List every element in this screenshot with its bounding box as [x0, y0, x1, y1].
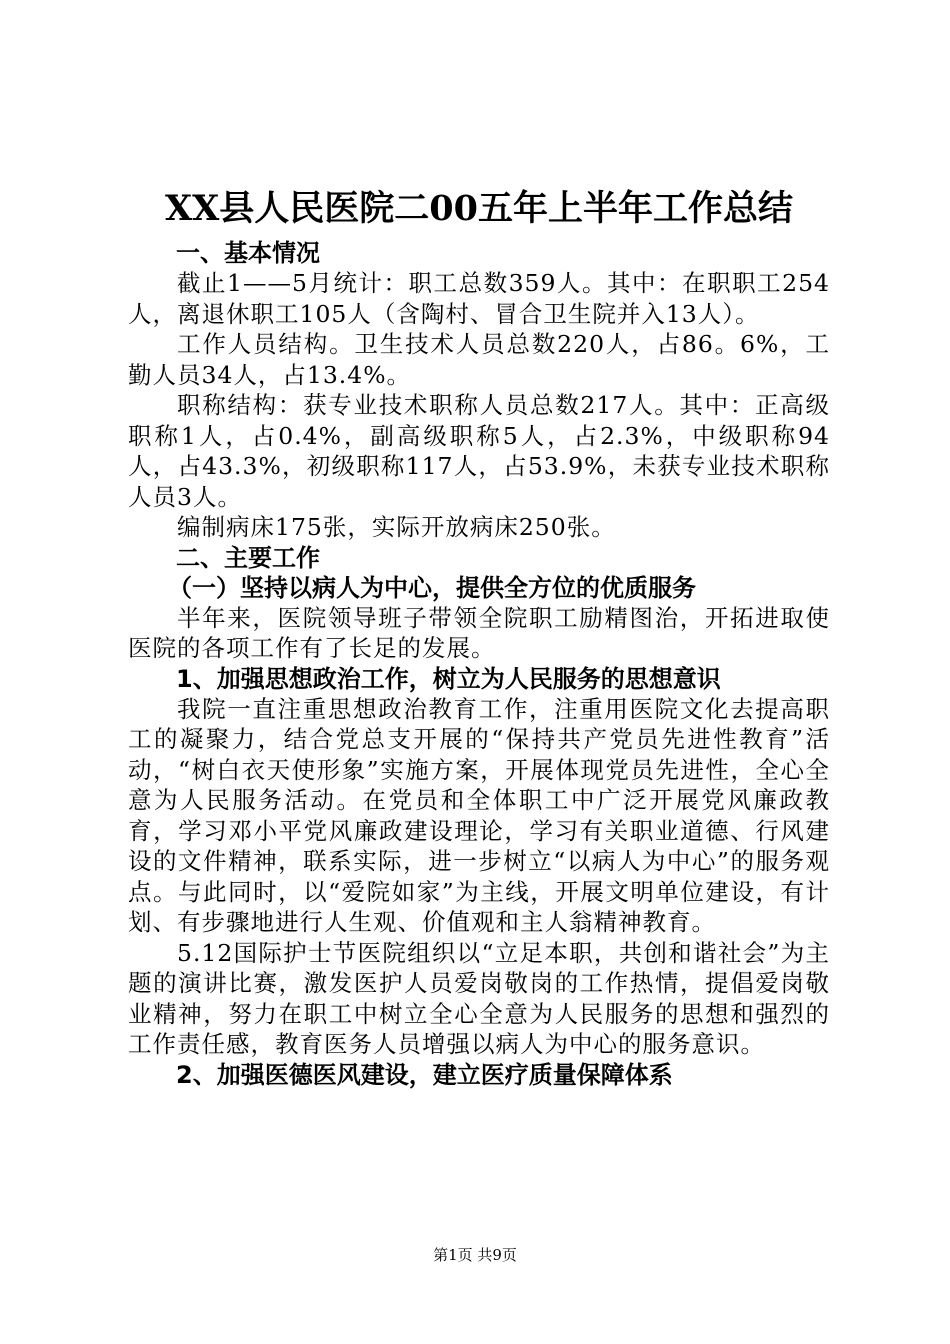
item-heading-medical-ethics: 2、加强医德医风建设，建立医疗质量保障体系 — [176, 1060, 673, 1089]
document-title: XX县人民医院二00五年上半年工作总结 — [164, 188, 794, 229]
item-heading-political-work: 1、加强思想政治工作，树立为人民服务的思想意识 — [176, 664, 721, 693]
document-page — [128, 180, 830, 1090]
paragraph-staff-count: 截止1——5月统计：职工总数359人。其中：在职职工254人，离退休职工105人（含陶村、冒合卫生院并入13人）。 — [128, 269, 830, 328]
subsection-heading-patient-centered: （一）坚持以病人为中心，提供全方位的优质服务 — [168, 573, 696, 602]
paragraph-staff-structure: 工作人员结构。卫生技术人员总数220人，占86。6%，工勤人员34人，占13.4%。 — [128, 330, 830, 389]
paragraph-title-structure: 职称结构：获专业技术职称人员总数217人。其中：正高级职称1人，占0.4%，副高级职称5人，占2.3%，中级职称94人，占43.3%，初级职称117人，占53.9%，未获专业技术职称人员3人。 — [128, 391, 830, 511]
paragraph-nurses-day: 5.12国际护士节医院组织以“立足本职，共创和谐社会”为主题的演讲比赛，激发医护人员爱岗敬岗的工作热情，提倡爱岗敬业精神，努力在职工中树立全心全意为人民服务的思想和强烈的工作责任感，教育医务人员增强以病人为中心的服务意识。 — [128, 938, 830, 1058]
section-heading-basic-info: 一、基本情况 — [176, 239, 320, 267]
section-heading-main-work: 二、主要工作 — [176, 543, 320, 572]
page-footer: 第1页 共9页 — [433, 1246, 517, 1264]
paragraph-half-year: 半年来，医院领导班子带领全院职工励精图治，开拓进取使医院的各项工作有了长足的发展。 — [128, 603, 830, 662]
paragraph-beds: 编制病床175张，实际开放病床250张。 — [177, 513, 616, 541]
paragraph-political-education: 我院一直注重思想政治教育工作，注重用医院文化去提高职工的凝聚力，结合党总支开展的“保持共产党员先进性教育”活动，“树白衣天使形象”实施方案，开展体现党员先进性，全心全意为人民服务活动。在党员和全体职工中广泛开展党风廉政教育，学习邓小平党风廉政建设理论，学习有关职业道德、行风建设的文件精神，联系实际，进一步树立“以病人为中心”的服务观点。与此同时，以“爱院如家”为主线，开展文明单位建设，有计划、有步骤地进行人生观、价值观和主人翁精神教育。 — [128, 694, 830, 936]
